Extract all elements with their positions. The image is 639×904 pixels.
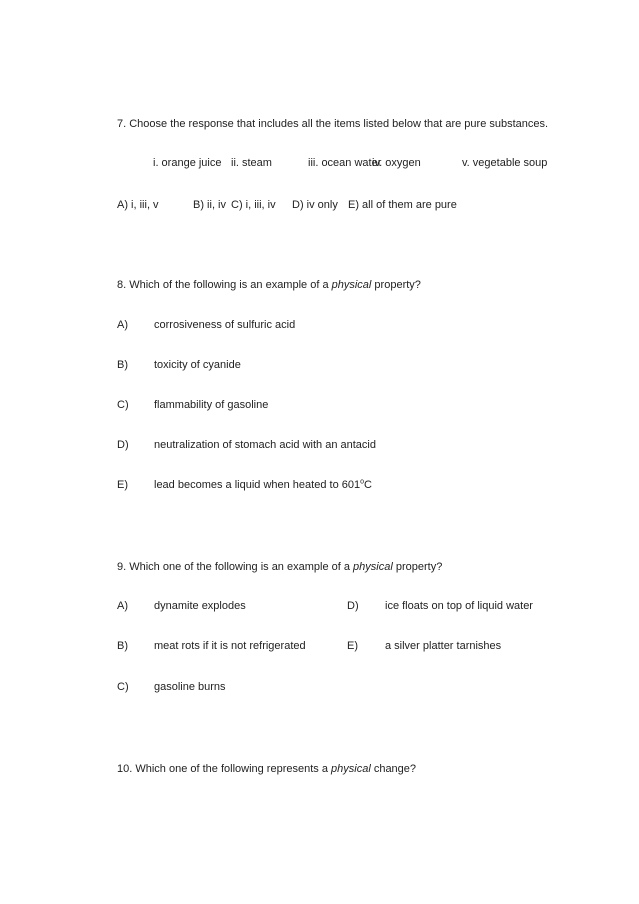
q9-choice-d-letter: D) — [347, 600, 359, 612]
q8-choice-e-text: lead becomes a liquid when heated to 601$^o$C — [154, 478, 372, 491]
q8-choice-b-text: toxicity of cyanide — [154, 359, 241, 371]
q8-choice-a-letter: A) — [117, 319, 128, 331]
q7-choice-b: B) ii, iv — [193, 199, 226, 211]
q9-choice-c-letter: C) — [117, 681, 129, 693]
q9-choice-a-text: dynamite explodes — [154, 600, 246, 612]
q7-item-3: iii. ocean water — [308, 157, 382, 169]
q7-choice-d: D) iv only — [292, 199, 338, 211]
q8-choice-d-letter: D) — [117, 439, 129, 451]
q9-choice-b-letter: B) — [117, 640, 128, 652]
degree-superscript: o — [360, 478, 365, 486]
q10-stem-emphasis: physical — [331, 763, 371, 775]
q8-choice-b-letter: B) — [117, 359, 128, 371]
q8-choice-c-letter: C) — [117, 399, 129, 411]
q8-stem: 8. Which of the following is an example of a physical property? — [117, 279, 421, 291]
q8-choice-e-letter: E) — [117, 479, 128, 491]
q9-stem: 9. Which one of the following is an example of a physical property? — [117, 561, 443, 573]
q10-stem: 10. Which one of the following represents a physical change? — [117, 763, 417, 775]
q7-item-4: iv. oxygen — [372, 157, 421, 169]
q9-choice-e-letter: E) — [347, 640, 358, 652]
q7-item-2: ii. steam — [231, 157, 272, 169]
q9-choice-d-text: ice floats on top of liquid water — [385, 600, 533, 612]
q8-choice-c-text: flammability of gasoline — [154, 399, 269, 411]
q9-choice-a-letter: A) — [117, 600, 128, 612]
q7-choice-e: E) all of them are pure — [348, 199, 457, 211]
q8-stem-emphasis: physical — [331, 279, 372, 291]
q9-choice-b-text: meat rots if it is not refrigerated — [154, 640, 306, 652]
q9-stem-emphasis: physical — [353, 561, 393, 573]
q8-choice-d-text: neutralization of stomach acid with an antacid — [154, 439, 376, 451]
q8-choice-a-text: corrosiveness of sulfuric acid — [154, 319, 296, 331]
q7-choice-a: A) i, iii, v — [117, 199, 159, 211]
q7-item-5: v. vegetable soup — [462, 157, 548, 169]
q9-choice-e-text: a silver platter tarnishes — [385, 640, 502, 652]
q9-choice-c-text: gasoline burns — [154, 681, 226, 693]
q7-stem: 7. Choose the response that includes all the items listed below that are pure substances. — [117, 118, 549, 130]
q7-choice-c: C) i, iii, iv — [231, 199, 276, 211]
q7-item-1: i. orange juice — [153, 157, 222, 169]
